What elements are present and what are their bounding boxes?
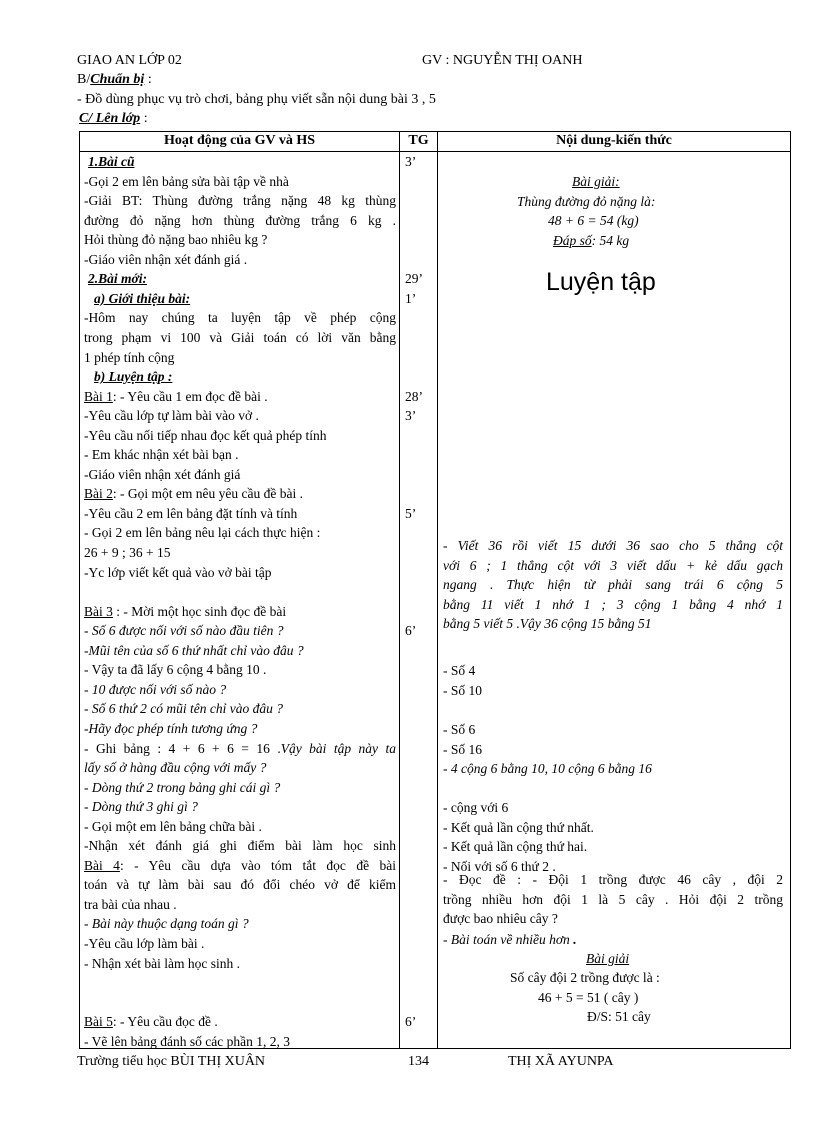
bai3-answer: - Số 4 xyxy=(443,663,476,679)
activity-line: - 10 được nối với số nào ? xyxy=(84,681,227,697)
bai2-line: bằng 11 viết 1 nhớ 1 ; 3 cộng 1 bằng 4 nhớ 1 xyxy=(443,596,783,612)
prep-line: - Đồ dùng phục vụ trò chơi, bảng phụ viết sẵn nội dung bài 3 , 5 xyxy=(77,92,436,107)
section-heading: b) Luyện tập : xyxy=(94,369,173,385)
exercise-label: Bài 1 xyxy=(84,388,113,404)
activity-line: - Gọi 2 em lên bảng nêu lại cách thực hiện : xyxy=(84,525,321,541)
activity-line: - Gọi một em lên bảng chữa bài . xyxy=(84,818,262,834)
header-time: TG xyxy=(408,133,429,148)
activity-line: trong phạm vi 100 và Giải toán có lời văn bằng xyxy=(84,329,396,345)
activity-line xyxy=(88,152,400,172)
table-right-border xyxy=(790,131,791,1049)
bai3-answer: - Kết quả lần cộng thứ hai. xyxy=(443,839,588,855)
bai4-line: trồng nhiều hơn đội 1 là 5 cây . Hỏi đội 2 trồng xyxy=(443,891,783,907)
exercise-label: Bài 4 xyxy=(84,857,120,873)
activity-line xyxy=(94,367,406,387)
b4-type-end: . xyxy=(569,932,577,947)
footer-right: THỊ XÃ AYUNPA xyxy=(508,1054,614,1069)
time-value: 28’ xyxy=(405,388,423,404)
table-col2-divider xyxy=(437,131,438,1049)
section-heading: 1.Bài cũ xyxy=(88,154,135,169)
activity-line: -Yêu cầu 2 em lên bảng đặt tính và tính xyxy=(84,505,298,521)
solution-answer xyxy=(553,231,629,251)
exercise-label: Bài 2 xyxy=(84,486,113,502)
activity-line: 1 phép tính cộng xyxy=(84,349,175,365)
activity-line: -Giải BT: Thùng đường trắng nặng 48 kg thùng xyxy=(84,193,396,209)
prep-suffix: : xyxy=(144,72,152,87)
activity-line: - Em khác nhận xét bài bạn . xyxy=(84,447,239,463)
activity-line: - Dòng thứ 3 ghi gì ? xyxy=(84,799,198,815)
time-value: 5’ xyxy=(405,505,417,521)
lesson-suffix: : xyxy=(140,111,148,126)
solution-line2: 48 + 6 = 54 (kg) xyxy=(548,213,639,228)
activity-line xyxy=(94,289,406,309)
activity-line: - Số 6 được nối với số nào đầu tiên ? xyxy=(84,623,284,639)
solution-label: Bài giải: xyxy=(572,174,620,189)
activity-line: -Hôm nay chúng ta luyện tập về phép cộng xyxy=(84,310,396,326)
header-activity: Hoạt động của GV và HS xyxy=(163,133,316,148)
section-heading: a) Giới thiệu bài: xyxy=(94,290,191,306)
activity-line: Bài 3 : - Mời một học sinh đọc đề bài xyxy=(84,603,287,619)
prep-prefix: B/ xyxy=(77,72,91,87)
activity-line: Bài 2: - Gọi một em nêu yêu cầu đề bài . xyxy=(84,486,303,502)
time-value: 6’ xyxy=(405,623,417,639)
activity-line: - Nhận xét bài làm học sinh . xyxy=(84,955,240,971)
header-content: Nội dung-kiến thức xyxy=(556,133,672,148)
table-top-border xyxy=(79,131,791,132)
lesson-title: C/ Lên lớp xyxy=(79,111,141,126)
activity-line: Bài 5: - Yêu cầu đọc đề . xyxy=(84,1014,218,1030)
bai2-line: bằng 5 viết 5 .Vậy 36 cộng 15 bằng 51 xyxy=(443,616,652,632)
activity-line: -Giáo viên nhận xét đánh giá . xyxy=(84,251,248,267)
activity-line: Bài 1: - Yêu cầu 1 em đọc đề bài . xyxy=(84,388,268,404)
activity-line: - Ghi bảng : 4 + 6 + 6 = 16 .Vậy bài tập này ta xyxy=(84,740,396,756)
b4-solution-label: Bài giải xyxy=(586,951,630,966)
activity-line: - Dòng thứ 2 trong bảng ghi cái gì ? xyxy=(84,779,281,795)
prep-heading xyxy=(77,72,152,88)
time-value: 6’ xyxy=(405,1014,417,1030)
exercise-label: Bài 3 xyxy=(84,603,113,619)
activity-line: -Yêu cầu nối tiếp nhau đọc kết quả phép tính xyxy=(84,427,327,443)
activity-line: -Giáo viên nhận xét đánh giá xyxy=(84,466,241,482)
prep-title: Chuẩn bị xyxy=(90,72,145,87)
activity-line: - Vẽ lên bảng đánh số các phần 1, 2, 3 xyxy=(84,1033,290,1049)
header-right: GV : NGUYỄN THỊ OANH xyxy=(422,53,583,68)
table-left-border xyxy=(79,131,80,1049)
bai3-answer: - 4 cộng 6 bằng 10, 10 cộng 6 bằng 16 xyxy=(443,761,652,777)
bai2-line: ngang . Thực hiện từ phải sang trái 6 cộng 5 xyxy=(443,577,783,593)
bai4-line: được bao nhiêu cây ? xyxy=(443,911,558,927)
bai3-answer: - Kết quả lần cộng thứ nhất. xyxy=(443,819,594,835)
section-heading: 2.Bài mới: xyxy=(88,271,147,287)
activity-line: 26 + 9 ; 36 + 15 xyxy=(84,545,171,560)
activity-line: - Bài này thuộc dạng toán gì ? xyxy=(84,916,249,932)
activity-line: - Số 6 thứ 2 có mũi tên chỉ vào đâu ? xyxy=(84,701,283,717)
header-left: GIAO AN LỚP 02 xyxy=(77,53,182,68)
activity-line: Bài 4: - Yêu cầu dựa vào tóm tắt đọc đề bài xyxy=(84,857,396,873)
b4-solution-line2: 46 + 5 = 51 ( cây ) xyxy=(538,990,639,1005)
bai2-line: - Viết 36 rồi viết 15 dưới 36 sao cho 5 thẳng cột xyxy=(443,538,783,553)
question-text: Vậy bài tập này ta xyxy=(280,740,396,756)
b4-type-text: - Bài toán về nhiều hơn xyxy=(443,932,570,947)
activity-line: tra bài của nhau . xyxy=(84,896,177,912)
activity-line: Hỏi thùng đỏ nặng bao nhiêu kg ? xyxy=(84,232,268,248)
activity-line: -Hãy đọc phép tính tương ứng ? xyxy=(84,720,258,736)
time-value: 29’ xyxy=(405,271,423,287)
time-value: 1’ xyxy=(405,290,417,306)
activity-line: -Yêu cầu lớp tự làm bài vào vở . xyxy=(84,408,259,424)
activity-line: -Nhận xét đánh giá ghi điểm bài làm học sinh xyxy=(84,838,396,854)
lesson-heading xyxy=(79,111,148,127)
bai3-answer: - cộng với 6 xyxy=(443,800,509,816)
footer-left: Trường tiểu học BÙI THỊ XUÂN xyxy=(77,1054,266,1069)
bai3-answer: - Nối với số 6 thứ 2 . xyxy=(443,858,556,874)
b4-solution-line3: Đ/S: 51 cây xyxy=(587,1009,651,1024)
activity-line: - Vậy ta đã lấy 6 cộng 4 bằng 10 . xyxy=(84,662,267,678)
b4-type xyxy=(443,930,577,950)
footer-page: 134 xyxy=(408,1054,429,1069)
big-title: Luyện tập xyxy=(546,268,656,296)
bai3-answer: - Số 16 xyxy=(443,741,483,757)
activity-line: toán và tự làm bài sau đó đổi chéo vở để kiểm xyxy=(84,877,396,893)
activity-line xyxy=(88,269,400,289)
bai4-line: - Đọc đề : - Đội 1 trồng được 46 cây , đội 2 xyxy=(443,872,783,887)
activity-line: lấy số ở hàng đầu cộng với mấy ? xyxy=(84,760,267,776)
activity-line: đường đỏ nặng hơn thùng đường trắng 6 kg . xyxy=(84,212,396,228)
bai3-answer: - Số 6 xyxy=(443,721,476,737)
bai2-line: với 6 ; 1 thẳng cột với 3 viết dấu + kẻ dấu gạch xyxy=(443,557,783,573)
bai3-answer: - Số 10 xyxy=(443,682,483,698)
time-value: 3’ xyxy=(405,408,417,424)
activity-line: -Mũi tên của số 6 thứ nhất chỉ vào đâu ? xyxy=(84,642,304,658)
solution-line1: Thùng đường đỏ nặng là: xyxy=(517,194,656,209)
exercise-label: Bài 5 xyxy=(84,1014,113,1030)
answer-value: : 54 kg xyxy=(591,233,630,248)
time-value: 3’ xyxy=(405,154,417,169)
answer-label: Đáp số xyxy=(553,233,592,248)
b4-solution-line1: Số cây đội 2 trồng được là : xyxy=(510,970,660,985)
activity-line: -Gọi 2 em lên bảng sửa bài tập về nhà xyxy=(84,173,289,189)
activity-line: -Yc lớp viết kết quả vào vở bài tập xyxy=(84,564,272,580)
activity-line: -Yêu cầu lớp làm bài . xyxy=(84,936,205,951)
